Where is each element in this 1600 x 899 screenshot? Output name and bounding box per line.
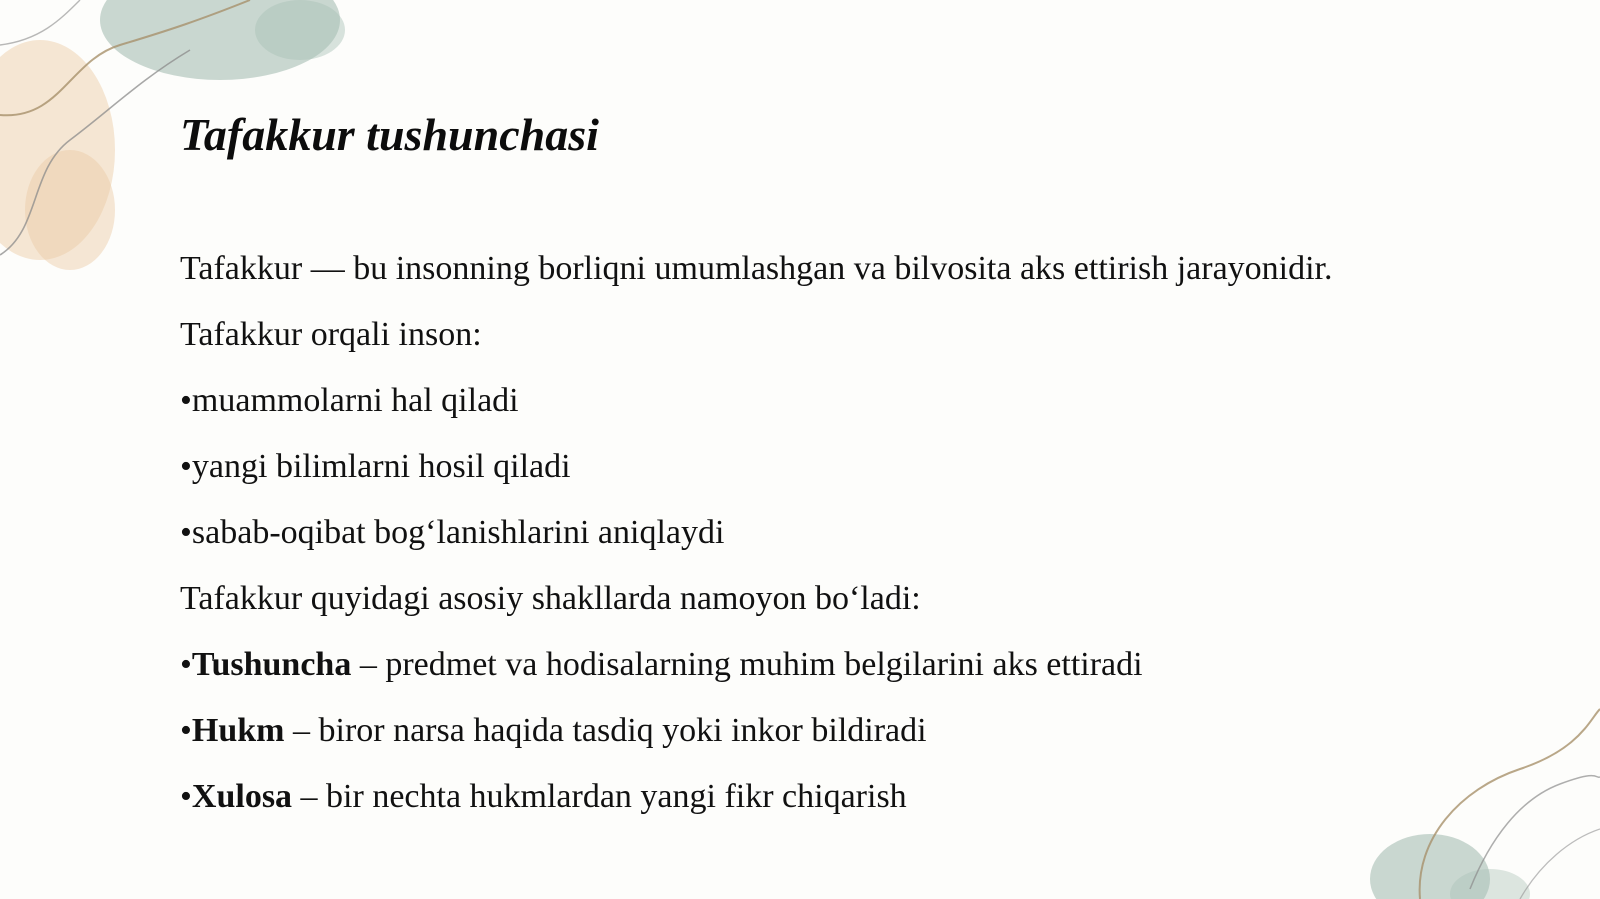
ability-text: muammolarni hal qiladi [191,382,519,419]
list-item-form [180,776,1580,818]
list-item-ability [180,512,1580,554]
slide-body [180,248,1580,842]
ability-text: sabab-oqibat bog‘lanishlarini aniqlaydi [191,514,725,551]
list-item-ability [180,446,1580,488]
form-term: Xulosa [191,778,293,815]
list-item-form [180,710,1580,752]
forms-intro: Tafakkur quyidagi asosiy shakllarda namoyon bo‘ladi: [180,580,921,617]
form-description: – bir nechta hukmlardan yangi fikr chiqarish [292,778,907,815]
ability-text: yangi bilimlarni hosil qiladi [191,448,571,485]
form-description: – predmet va hodisalarning muhim belgilarini aks ettiradi [351,646,1143,683]
bullet-icon: • [180,646,192,683]
abilities-intro: Tafakkur orqali inson: [180,316,482,353]
form-term: Hukm [191,712,285,749]
form-term: Tushuncha [191,646,352,683]
form-description: – biror narsa haqida tasdiq yoki inkor bildiradi [284,712,927,749]
list-item-ability [180,380,1580,422]
definition-text: Tafakkur — bu insonning borliqni umumlashgan va bilvosita aks ettirish jarayonidir. [180,250,1333,287]
list-item-form [180,644,1580,686]
bullet-icon: • [180,448,192,485]
bullet-icon: • [180,778,192,815]
bullet-icon: • [180,382,192,419]
slide-title: Tafakkur tushunchasi [180,109,599,160]
bullet-icon: • [180,712,192,749]
bullet-icon: • [180,514,192,551]
